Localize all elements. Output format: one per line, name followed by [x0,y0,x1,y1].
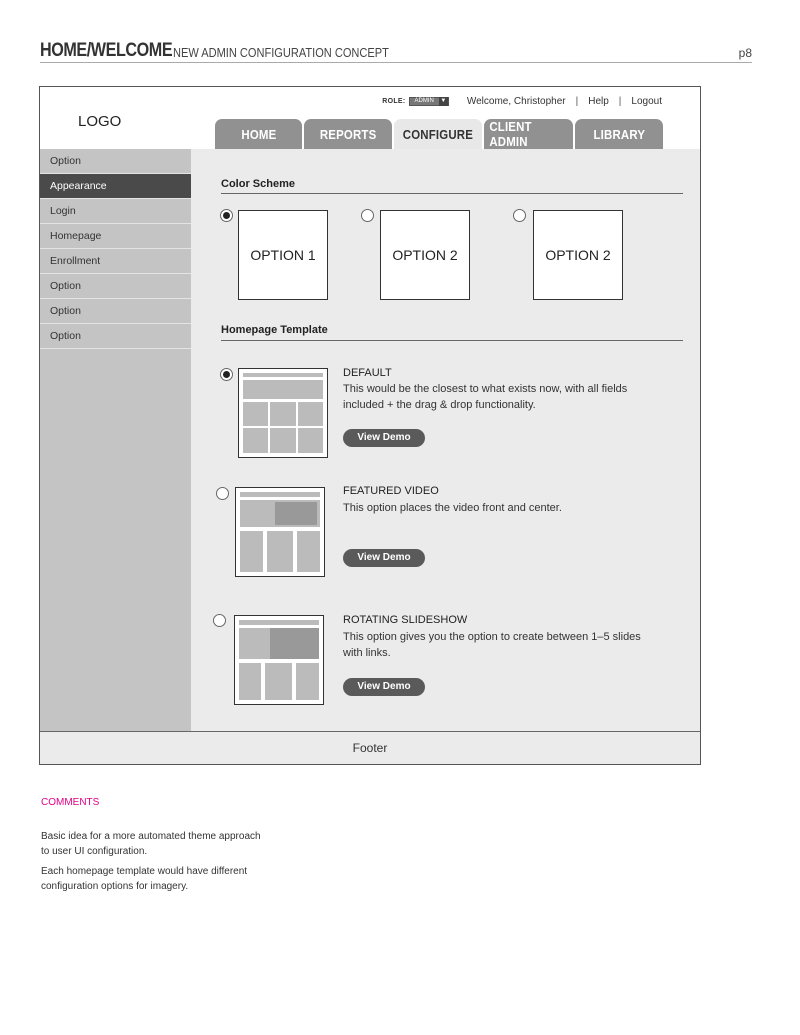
divider: | [575,96,579,107]
tab-reports[interactable]: REPORTS [304,119,392,149]
color-option-1-radio[interactable] [220,209,233,222]
comments-heading: COMMENTS [41,797,100,808]
template-featured-video-radio[interactable] [216,487,229,500]
layout-wireframe-icon [235,616,323,704]
divider: | [618,96,622,107]
sidebar-item-enrollment[interactable]: Enrollment [40,249,191,274]
template-rotating-slideshow-description: This option gives you the option to create between 1–5 slides with links. [343,631,641,659]
color-option-3-swatch[interactable]: OPTION 2 [533,210,623,300]
sidebar-item-option[interactable]: Option [40,299,191,324]
logout-link[interactable]: Logout [631,96,662,107]
template-rotating-slideshow-title: ROTATING SLIDESHOW [343,614,468,626]
sidebar-item-homepage[interactable]: Homepage [40,224,191,249]
role-select[interactable] [409,97,449,106]
sidebar-item-option[interactable]: Option [40,149,191,174]
section-divider [221,193,683,194]
comment-item: Basic idea for a more automated theme approach to user UI configuration. [41,831,261,857]
document-subtitle: NEW ADMIN CONFIGURATION CONCEPT [173,45,389,60]
sidebar-item-appearance[interactable]: Appearance [40,174,191,199]
comment-item: Each homepage template would have different configuration options for imagery. [41,866,248,892]
document-header [40,40,752,63]
main-nav-tabs [215,119,665,149]
wireframe-window [39,86,701,765]
tab-client-admin[interactable]: CLIENT ADMIN [484,119,573,149]
sidebar-item-option[interactable]: Option [40,274,191,299]
tab-configure[interactable]: CONFIGURE [394,119,482,149]
tab-library[interactable]: LIBRARY [575,119,663,149]
layout-wireframe-icon [239,369,327,457]
template-default-thumbnail[interactable] [238,368,328,458]
chevron-down-icon: ▼ [440,98,447,104]
section-divider [221,340,683,341]
role-select-value: ADMIN [414,98,434,104]
template-featured-video-title: FEATURED VIDEO [343,485,439,497]
color-option-2-swatch[interactable]: OPTION 2 [380,210,470,300]
layout-wireframe-icon [236,488,324,576]
color-option-3-radio[interactable] [513,209,526,222]
sidebar [40,149,191,732]
tab-home[interactable]: HOME [215,119,302,149]
top-utility-bar [382,96,662,107]
role-label: ROLE: [382,98,406,105]
homepage-template-heading: Homepage Template [221,324,328,336]
color-scheme-heading: Color Scheme [221,178,295,190]
help-link[interactable]: Help [588,96,609,107]
sidebar-item-login[interactable]: Login [40,199,191,224]
document-title: HOME/WELCOME [40,40,173,61]
page-number: p8 [738,46,752,60]
template-featured-video-description: This option places the video front and center. [343,502,562,514]
template-rotating-slideshow-thumbnail[interactable] [234,615,324,705]
color-option-2-radio[interactable] [361,209,374,222]
template-rotating-slideshow-radio[interactable] [213,614,226,627]
view-demo-default-button[interactable]: View Demo [343,429,425,447]
template-default-description: This would be the closest to what exists now, with all fields included + the drag & drop functionality. [343,383,628,411]
template-featured-video-thumbnail[interactable] [235,487,325,577]
view-demo-featured-video-button[interactable]: View Demo [343,549,425,567]
main-content [191,149,700,732]
logo: LOGO [78,113,122,130]
view-demo-rotating-slideshow-button[interactable]: View Demo [343,678,425,696]
sidebar-item-option[interactable]: Option [40,324,191,349]
footer: Footer [40,731,700,764]
color-option-1-swatch[interactable]: OPTION 1 [238,210,328,300]
template-default-title: DEFAULT [343,367,392,379]
welcome-text: Welcome, Christopher [466,96,566,107]
template-default-radio[interactable] [220,368,233,381]
